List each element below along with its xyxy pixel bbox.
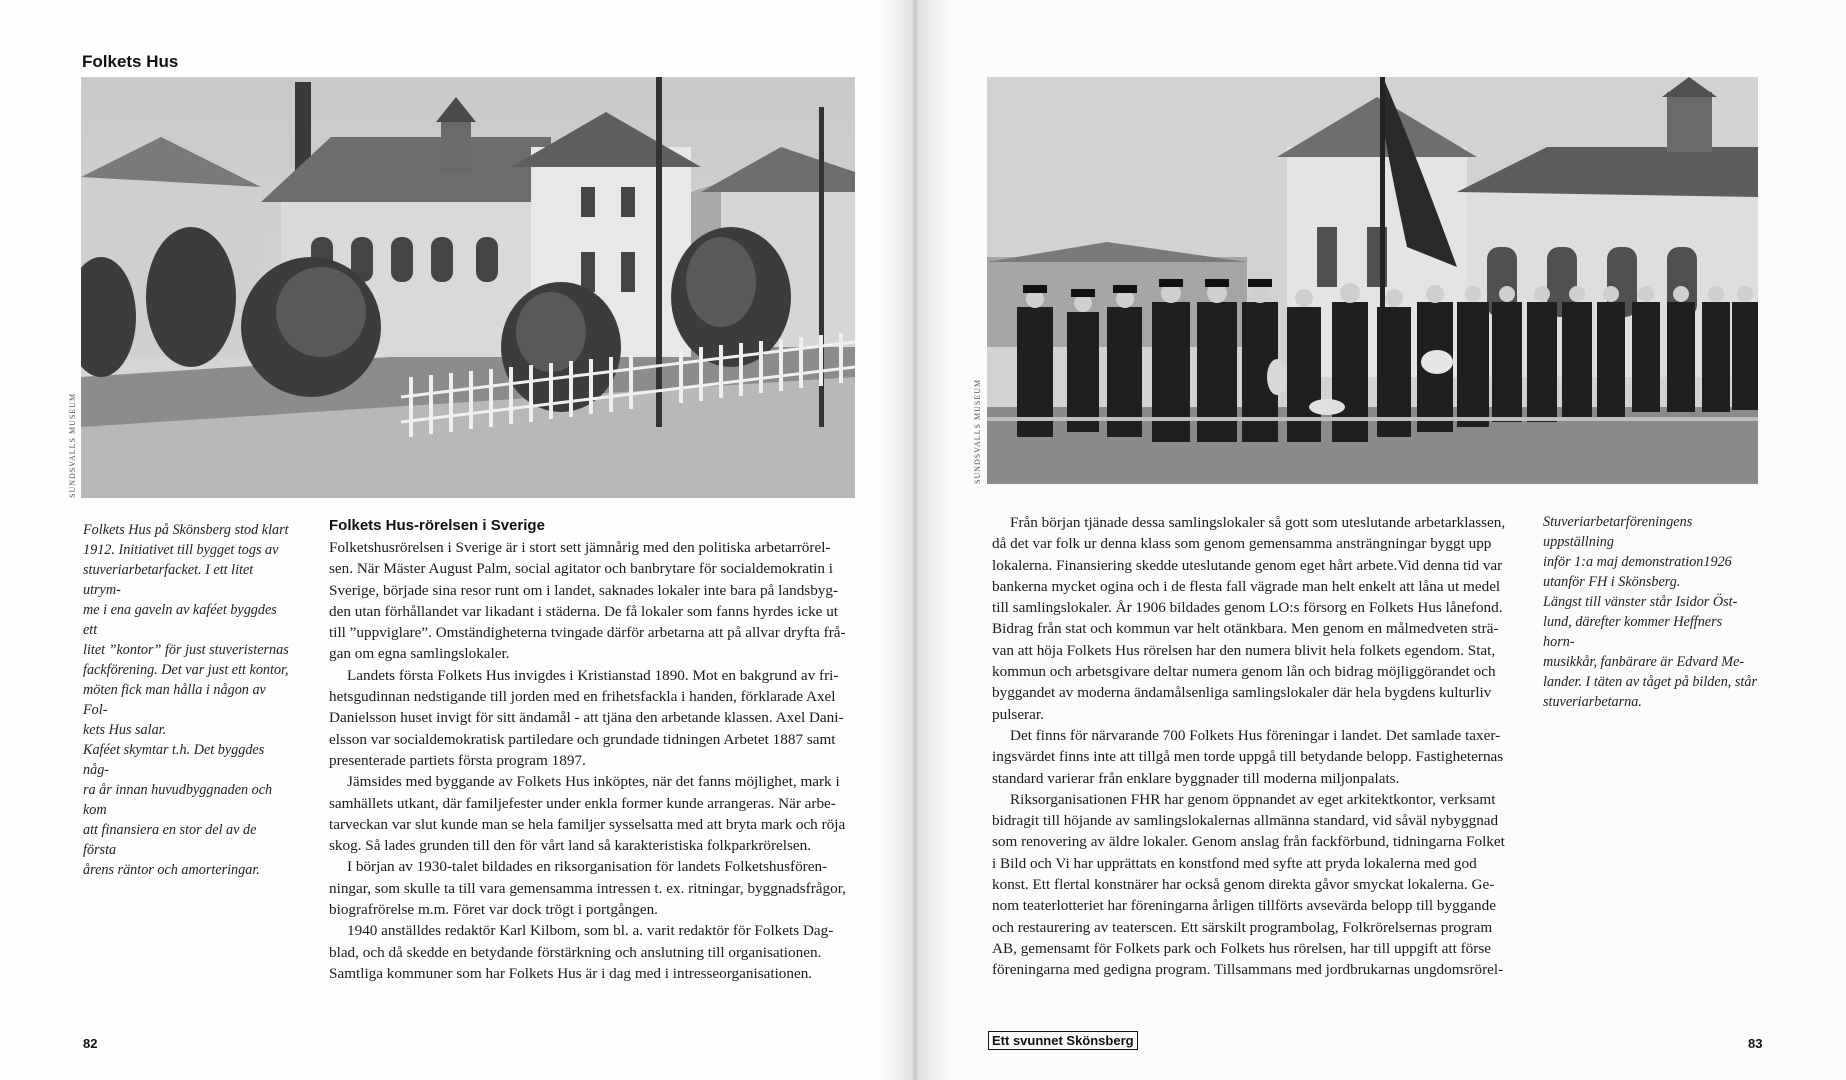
body-line: Från början tjänade dessa samlingslokaler så gott som uteslutande arbetarklassen, (1010, 514, 1506, 531)
caption-line: ra år innan huvudbyggnaden och kom (83, 782, 273, 818)
body-line: Jämsides med byggande av Folkets Hus inköptes, när det fanns möjlighet, mark i (347, 773, 840, 791)
body-line: konst. Ett flertal konstnärer har också genom direkta gåvor smyckat lokalerna. Ge- (992, 876, 1495, 894)
body-line: gan om egna samlingslokaler. (329, 645, 510, 663)
caption-line: utanför FH i Skönsberg. (1543, 574, 1681, 590)
left-page (0, 0, 915, 1080)
page-number: 83 (1748, 1036, 1763, 1051)
body-line: till samlingslokaler. År 1906 bildades genom LO:s försorg en Folkets Hus lånefond. (992, 599, 1503, 617)
body-line: Det finns för närvarande 700 Folkets Hus föreningar i landet. Det samlade taxer- (1010, 726, 1501, 744)
body-line: i Bild och Vi har upprättats en konstfond med syfte att pryda lokalerna med god (992, 854, 1477, 872)
body-line: bidragit till höjande av samlingslokalernas allmänna standard, vid såväl nybyggnad (992, 812, 1499, 830)
body-text (329, 537, 859, 984)
body-line: pulserar. (992, 705, 1044, 723)
body-line: elsson var socialdemokratisk partiledare och grundade tidningen Arbetet 1887 samt (329, 730, 836, 748)
page-number: 82 (83, 1036, 98, 1051)
body-line: Samtliga kommuner som har Folkets Hus är i dag med i intresseorganisationen. (329, 964, 813, 982)
caption-line: Stuveriarbetarföreningens uppställning (1543, 514, 1693, 550)
caption-line: musikkår, fanbärare är Edvard Me- (1543, 654, 1745, 670)
caption-line: litet ”kontor” för just stuveristernas (83, 642, 289, 658)
body-line: I början av 1930-talet bildades en riksorganisation för landets Folketshusfören- (347, 858, 828, 876)
body-line: tarveckan var slut kunde man se hela familjer sysselsatta med att bryta mark och röja (329, 815, 846, 833)
caption-line: lund, därefter kommer Heffners horn- (1543, 614, 1723, 650)
body-line: då det var folk ur denna klass som genom gemensamma ansträngningar byggt upp (992, 535, 1492, 553)
caption-line: möten fick man hålla i någon av Fol- (83, 682, 266, 718)
caption-line: inför 1:a maj demonstration1926 (1543, 554, 1732, 570)
caption-line: årens räntor och amorteringar. (83, 862, 260, 878)
body-line: kommun och arbetsgivare deltar numera genom lån och bidrag möjliggörandet och (992, 663, 1496, 681)
body-line: samhällets utkant, där familjefester under enkla former kunde arrangeras. När arbe- (329, 794, 836, 812)
photo-credit: SUNDSVALLS MUSEUM (68, 392, 77, 498)
body-line: biografrörelse m.m. Föret var dock trögt i portgången. (329, 901, 658, 919)
body-line: presenterade partiets första program 1897. (329, 751, 586, 769)
caption-line: att finansiera en stor del av de första (83, 822, 257, 858)
body-line: Landets första Folkets Hus invigdes i Kristianstad 1890. Mot en bakgrund av fri- (347, 666, 839, 684)
body-line: skog. Så lades grunden till den för vårt land så karakteristiska folkparkrörelsen. (329, 837, 812, 855)
body-line: till ”uppviglare”. Omständigheterna tvingade därför arbetarna att på allvar dryfta frå- (329, 624, 846, 642)
photo-credit: SUNDSVALLS MUSEUM (973, 378, 982, 484)
body-line: Bidrag från stat och kommun var helt otänkbara. Men genom en målmedveten strä- (992, 620, 1499, 638)
body-line: nom teaterlotteriet har föreningarna årligen tillförts avsevärda belopp till byggande (992, 897, 1496, 915)
body-line: van att höja Folkets Hus rörelsen har den numera blivit hela folkets egendom. Stat, (992, 641, 1496, 659)
body-line: standard varierar från enklare byggnader till moderna miljonpalats. (992, 769, 1400, 787)
section-heading: Folkets Hus-rörelsen i Sverige (329, 517, 545, 534)
body-line: lokalerna. Finansiering skedde uteslutande genom eget hårt arbete.Vid denna tid var (992, 556, 1503, 574)
folkets-hus-building-photo (81, 77, 855, 498)
body-line: AB, gemensamt för Folkets park och Folkets hus rörelsen, har till uppgift att förse (992, 939, 1491, 957)
body-line: sen. När Mäster August Palm, social agitator och banbrytare för socialdemokratin i (329, 560, 833, 578)
body-line: blad, och då skedde en betydande förstärkning och anslutning till organisationen. (329, 943, 822, 961)
book-title: Ett svunnet Skönsberg (988, 1031, 1138, 1050)
may-day-parade-photo (987, 77, 1758, 484)
photo-caption (83, 520, 293, 880)
caption-line: kets Hus salar. (83, 722, 167, 738)
body-line: Danielsson huset invigt för sitt ändamål - att tjäna den arbetande klassen. Axel Dani- (329, 709, 844, 727)
caption-line: lander. I täten av tåget på bilden, står (1543, 674, 1757, 690)
body-line: hetsgudinnan nedstigande till jorden med en frihetsfackla i handen, förklarade Axel (329, 688, 836, 706)
body-line: som renovering av äldre lokaler. Genom anslag från fackförbund, tidningarna Folket (992, 833, 1505, 851)
body-line: bankerna mycket ogina och i de flesta fall vägrade man helt enkelt att låna ut medel (992, 577, 1501, 595)
body-line: och restaurering av teaterscen. Ett särskilt programbolag, Folkrörelsernas program (992, 918, 1493, 936)
caption-line: Folkets Hus på Skönsberg stod klart (83, 522, 289, 538)
body-line: föreningarna med gedigna program. Tillsammans med jordbrukarnas ungdomsrörel- (992, 961, 1504, 979)
caption-line: fackförening. Det var just ett kontor, (83, 662, 289, 678)
body-line: byggandet av moderna ändamålsenliga samlingslokaler där hela bygdens kulturliv (992, 684, 1492, 702)
caption-line: 1912. Initiativet till bygget togs av (83, 542, 279, 558)
body-line: ningar, som skulle ta till vara gemensamma intressen t. ex. ritningar, byggnadsfrågor, (329, 879, 846, 897)
body-line: 1940 anställdes redaktör Karl Kilbom, som bl. a. varit redaktör för Folkets Dag- (347, 922, 834, 940)
book-gutter (880, 0, 950, 1080)
photo-caption (1543, 512, 1757, 712)
caption-line: stuveriarbetarfacket. I ett litet utrym- (83, 562, 254, 598)
right-page (915, 0, 1846, 1080)
running-head: Folkets Hus (82, 52, 179, 71)
body-line: den utan förhållandet var likadant i städerna. De få lokaler som fanns hyrdes icke ut (329, 602, 839, 620)
caption-line: me i ena gaveln av kaféet byggdes ett (83, 602, 277, 638)
body-line: Folketshusrörelsen i Sverige är i stort sett jämnårig med den politiska arbetarrörel- (329, 539, 831, 556)
body-text (992, 512, 1512, 981)
caption-line: Kaféet skymtar t.h. Det byggdes någ- (83, 742, 265, 778)
caption-line: Längst till vänster står Isidor Öst- (1543, 594, 1738, 610)
body-line: ingsvärdet finns inte att tillgå men torde uppgå till betydande belopp. Fastigheternas (992, 748, 1504, 766)
body-line: Riksorganisationen FHR har genom öppnandet av eget arkitektkontor, verksamt (1010, 790, 1496, 808)
caption-line: stuveriarbetarna. (1543, 694, 1642, 710)
body-line: Sverige, började sina resor runt om i landet, saknades lokaler inte bara på landsbyg- (329, 581, 839, 599)
